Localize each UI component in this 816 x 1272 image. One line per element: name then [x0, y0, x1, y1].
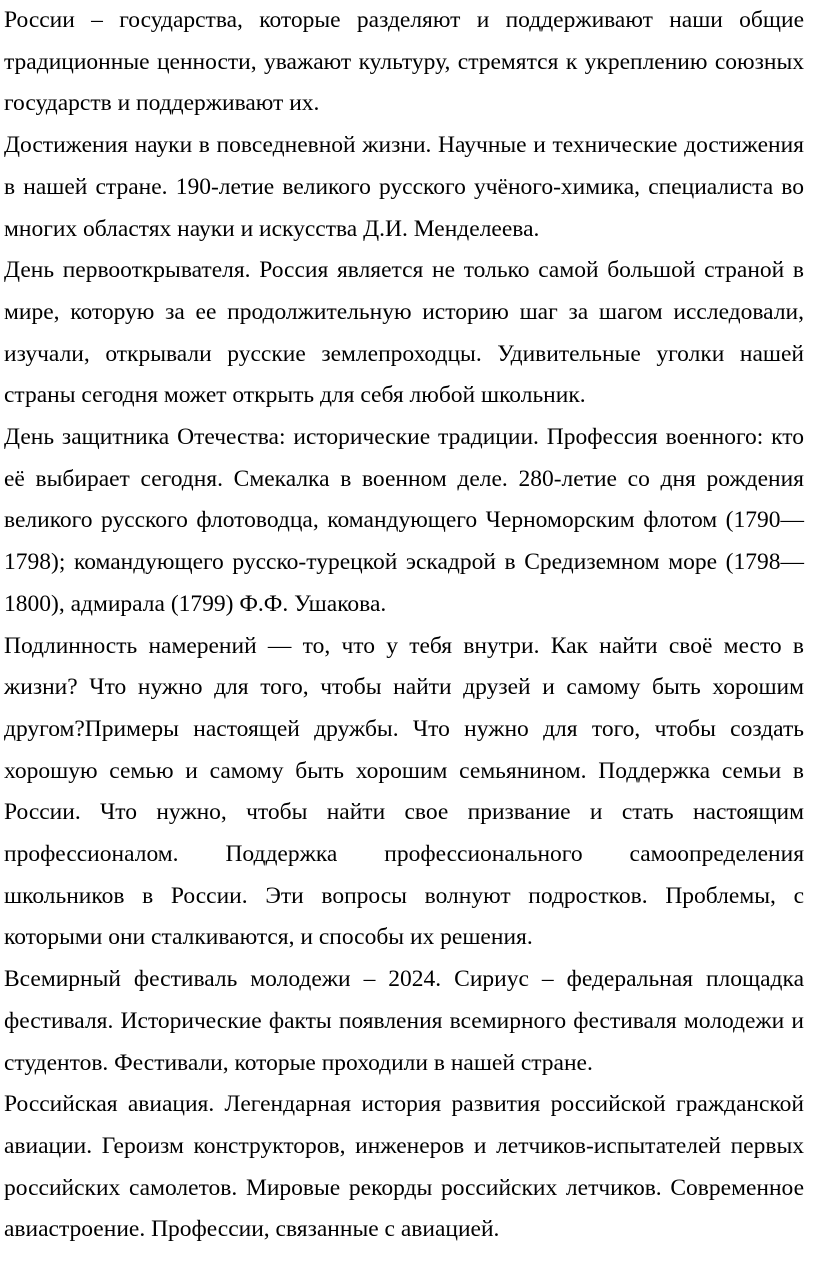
paragraph-sincerity-of-intentions: Подлинность намерений — то, что у тебя внутри. Как найти своё место в жизни? Что нужно для того, чтобы найти друзей и самому быть хорошим другом?Примеры настоящей дружбы. Что нужно для того, чтобы создать хорошую семью и самому быть хорошим семьянином. Поддержка семьи в России. Что нужно, чтобы найти свое призвание и стать настоящим профессионалом. Поддержка профессионального самоопределения школьников в России. Эти вопросы волнуют подростков. Проблемы, с которыми они сталкиваются, и способы их решения. [4, 632, 804, 951]
paragraph-youth-festival: Всемирный фестиваль молодежи – 2024. Сириус – федеральная площадка фестиваля. Исторические факты появления всемирного фестиваля молодежи и студентов. Фестивали, которые проходили в нашей стране. [4, 966, 804, 1076]
paragraph-defender-day: День защитника Отечества: исторические традиции. Профессия военного: кто её выбирает сегодня. Смекалка в военном деле. 280-летие со дня рождения великого русского флотоводца, командующего Черноморским флотом (1790— 1798); командующего русско-турецкой эскадрой в Средиземном море (1798—1800), адмирала (1799) Ф.Ф. Ушакова. [4, 424, 804, 617]
paragraph-discoverer-day: День первооткрывателя. Россия является не только самой большой страной в мире, которую за ее продолжительную историю шаг за шагом исследовали, изучали, открывали русские землепроходцы. Удивительные уголки нашей страны сегодня может открыть для себя любой школьник. [4, 257, 804, 409]
paragraph-russian-aviation: Российская авиация. Легендарная история развития российской гражданской авиации. Героизм конструкторов, инженеров и летчиков-испытателей первых российских самолетов. Мировые рекорды российских летчиков. Современное авиастроение. Профессии, связанные с авиацией. [4, 1091, 804, 1243]
paragraph-allied-states: России – государства, которые разделяют и поддерживают наши общие традиционные ценности, уважают культуру, стремятся к укреплению союзных государств и поддерживают их. [4, 7, 804, 117]
paragraph-science-achievements: Достижения науки в повседневной жизни. Научные и технические достижения в нашей стране. 190-летие великого русского учёного-химика, специалиста во многих областях науки и искусства Д.И. Менделеева. [4, 132, 804, 242]
